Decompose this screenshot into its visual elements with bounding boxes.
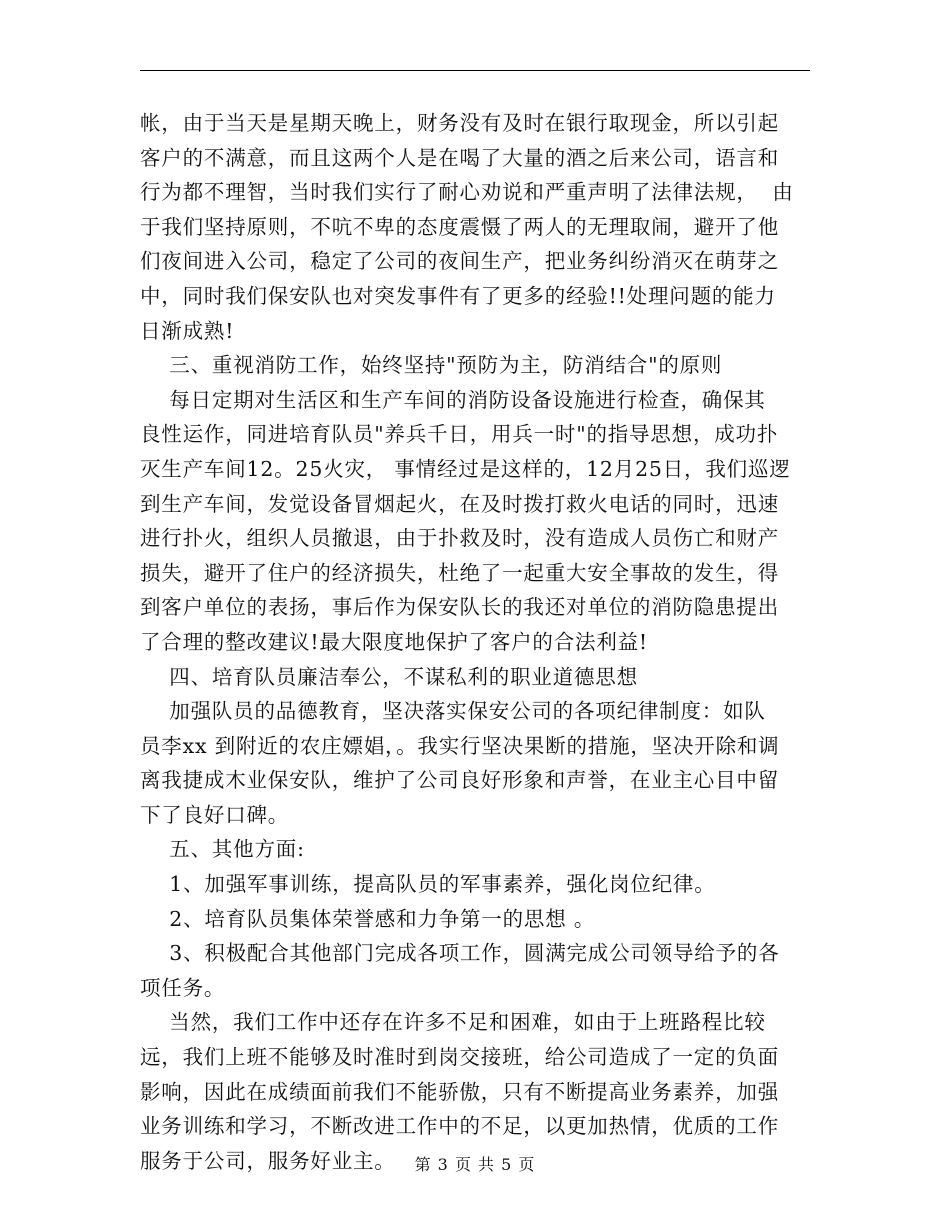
- section-heading: 三、重视消防工作，始终坚持"预防为主，防消结合"的原则: [140, 353, 723, 378]
- text-line: 到客户单位的表扬，事后作为保安队长的我还对单位的消防隐患提出: [140, 595, 779, 620]
- text-line: 了合理的整改建议!最大限度地保护了客户的合法利益!: [140, 629, 648, 654]
- text-line: 远，我们上班不能够及时准时到岗交接班，给公司造成了一定的负面: [140, 1045, 779, 1070]
- text-line: 项任务。: [140, 975, 226, 1000]
- list-item: 3、积极配合其他部门完成各项工作，圆满完成公司领导给予的各: [140, 941, 780, 966]
- text-line: 下了良好口碑。: [140, 802, 290, 827]
- list-item: 1、加强军事训练，提高队员的军事素养，强化岗位纪律。: [140, 872, 716, 897]
- text-line: 损失，避开了住户的经济损失，杜绝了一起重大安全事故的发生，得: [140, 560, 779, 585]
- header-rule: [140, 70, 810, 71]
- section-heading: 五、其他方面:: [140, 837, 305, 862]
- text-line: 业务训练和学习，不断改进工作中的不足，以更加热情，优质的工作: [140, 1114, 779, 1139]
- list-item: 2、培育队员集体荣誉感和力争第一的思想 。: [140, 906, 596, 931]
- text-line: 日渐成熟!: [140, 318, 235, 343]
- text-line: 良性运作，同进培育队员"养兵千日，用兵一时"的指导思想，成功扑: [140, 422, 779, 447]
- text-line: 于我们坚持原则，不吭不卑的态度震慑了两人的无理取闹，避开了他: [140, 214, 779, 239]
- text-line: 中，同时我们保安队也对突发事件有了更多的经验!!处理问题的能力: [140, 283, 776, 308]
- text-line: 离我捷成木业保安队，维护了公司良好形象和声誉，在业主心目中留: [140, 768, 779, 793]
- text-line: 每日定期对生活区和生产车间的消防设备设施进行检查，确保其: [140, 387, 766, 412]
- text-line: 员李xx 到附近的农庄嫖娼，。我实行坚决果断的措施，坚决开除和调: [140, 733, 780, 758]
- text-line: 灭生产车间12。25火灾， 事情经过是这样的，12月25日，我们巡逻: [140, 456, 791, 481]
- section-heading: 四、培育队员廉洁奉公，不谋私利的职业道德思想: [140, 664, 638, 689]
- text-line: 加强队员的品德教育，坚决落实保安公司的各项纪律制度：如队: [140, 699, 766, 724]
- text-line: 们夜间进入公司，稳定了公司的夜间生产，把业务纠纷消灭在萌芽之: [140, 249, 779, 274]
- text-line: 行为都不理智，当时我们实行了耐心劝说和严重声明了法律法规， 由: [140, 180, 794, 205]
- page-number-footer: 第 3 页 共 5 页: [414, 1155, 536, 1174]
- text-line: 客户的不满意，而且这两个人是在喝了大量的酒之后来公司，语言和: [140, 145, 779, 170]
- text-line: 进行扑火，组织人员撤退，由于扑救及时，没有造成人员伤亡和财产: [140, 526, 779, 551]
- text-line: 帐，由于当天是星期天晚上，财务没有及时在银行取现金，所以引起: [140, 111, 779, 135]
- document-body: [140, 106, 810, 1178]
- text-line: 当然，我们工作中还存在许多不足和困难，如由于上班路程比较: [140, 1010, 766, 1035]
- text-line: 到生产车间，发觉设备冒烟起火，在及时拨打救火电话的同时，迅速: [140, 491, 779, 516]
- text-line: 影响，因此在成绩面前我们不能骄傲，只有不断提高业务素养，加强: [140, 1079, 779, 1104]
- text-line: 服务于公司，服务好业主。: [140, 1148, 396, 1173]
